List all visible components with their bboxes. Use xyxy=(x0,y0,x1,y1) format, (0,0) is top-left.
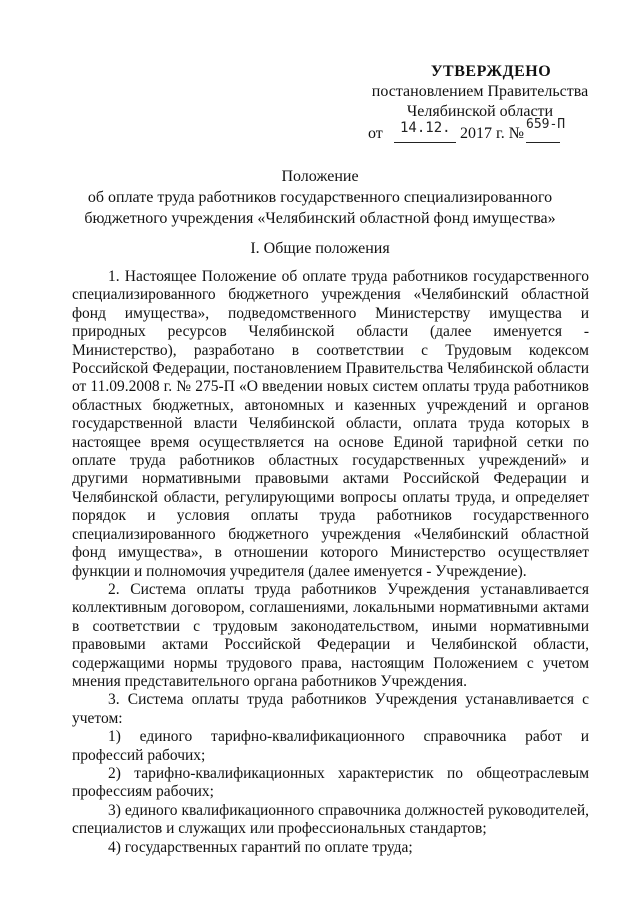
paragraph-3: 3. Система оплаты труда работников Учреждения устанавливается с учетом: xyxy=(72,691,589,727)
list-item-2: 2) тарифно-квалификационных характеристик по общеотраслевым профессиям рабочих; xyxy=(72,764,589,801)
approval-line-1: постановлением Правительства xyxy=(371,83,589,100)
document-subtitle-line-2: бюджетного учреждения «Челябинский областной фонд имущества» xyxy=(84,210,556,227)
document-body xyxy=(72,268,589,857)
approval-line-2: Челябинской области xyxy=(406,103,554,120)
handwritten-number: 659-П xyxy=(526,117,566,132)
document-title: Положение xyxy=(281,168,359,185)
document-subtitle-line-1: об оплате труда работников государственного специализированного xyxy=(87,189,553,206)
paragraph-1: 1. Настоящее Положение об оплате труда работников государственного специализированного бюджетного учреждения «Челябинский областной фонд имущества», подведомственного Министерству имущества и природных ресурсов Челябинской области (далее именуется - Министерство), разработано в соответствии с Трудовым кодексом Российской Федерации, постановлением Правительства Челябинской области от 11.09.2008 г. № 275-П «О введении новых систем оплаты труда работников областных бюджетных, автономных и казенных учреждений и органов государственной власти Челябинской области, оплата труда которых в настоящее время осуществляется на основе Единой тарифной сетки по оплате труда работников областных государственных учреждений» и другими нормативными правовыми актами Российской Федерации и Челябинской области, регулирующими вопросы оплаты труда, и определяет порядок и условия оплаты труда работников государственного специализированного бюджетного учреждения «Челябинский областной фонд имущества», в отношении которого Министерство осуществляет функции и полномочия учредителя (далее именуется - Учреждение). xyxy=(72,268,589,580)
section-heading: I. Общие положения xyxy=(250,240,390,257)
approval-block xyxy=(360,62,600,146)
handwritten-date: 14.12. xyxy=(400,120,451,136)
list-item-1: 1) единого тарифно-квалификационного справочника работ и профессий рабочих; xyxy=(72,728,589,764)
approval-title: УТВЕРЖДЕНО xyxy=(430,63,552,80)
paragraph-2: 2. Система оплаты труда работников Учреждения устанавливается коллективным договором, соглашениями, локальными нормативными актами в соответствии с трудовым законодательством, иными нормативными правовыми актами Российской Федерации и Челябинской области, содержащими нормы трудового права, настоящим Положением с учетом мнения представительного органа работников Учреждения. xyxy=(72,580,589,690)
list-item-4: 4) государственных гарантий по оплате труда; xyxy=(108,838,413,856)
date-year-label: 2017 г. № xyxy=(460,125,525,142)
approval-date-line xyxy=(360,117,600,146)
list-item-3: 3) единого квалификационного справочника должностей руководителей, специалистов и служащих или профессиональных стандартов; xyxy=(72,801,589,838)
date-prefix: от xyxy=(368,125,383,142)
